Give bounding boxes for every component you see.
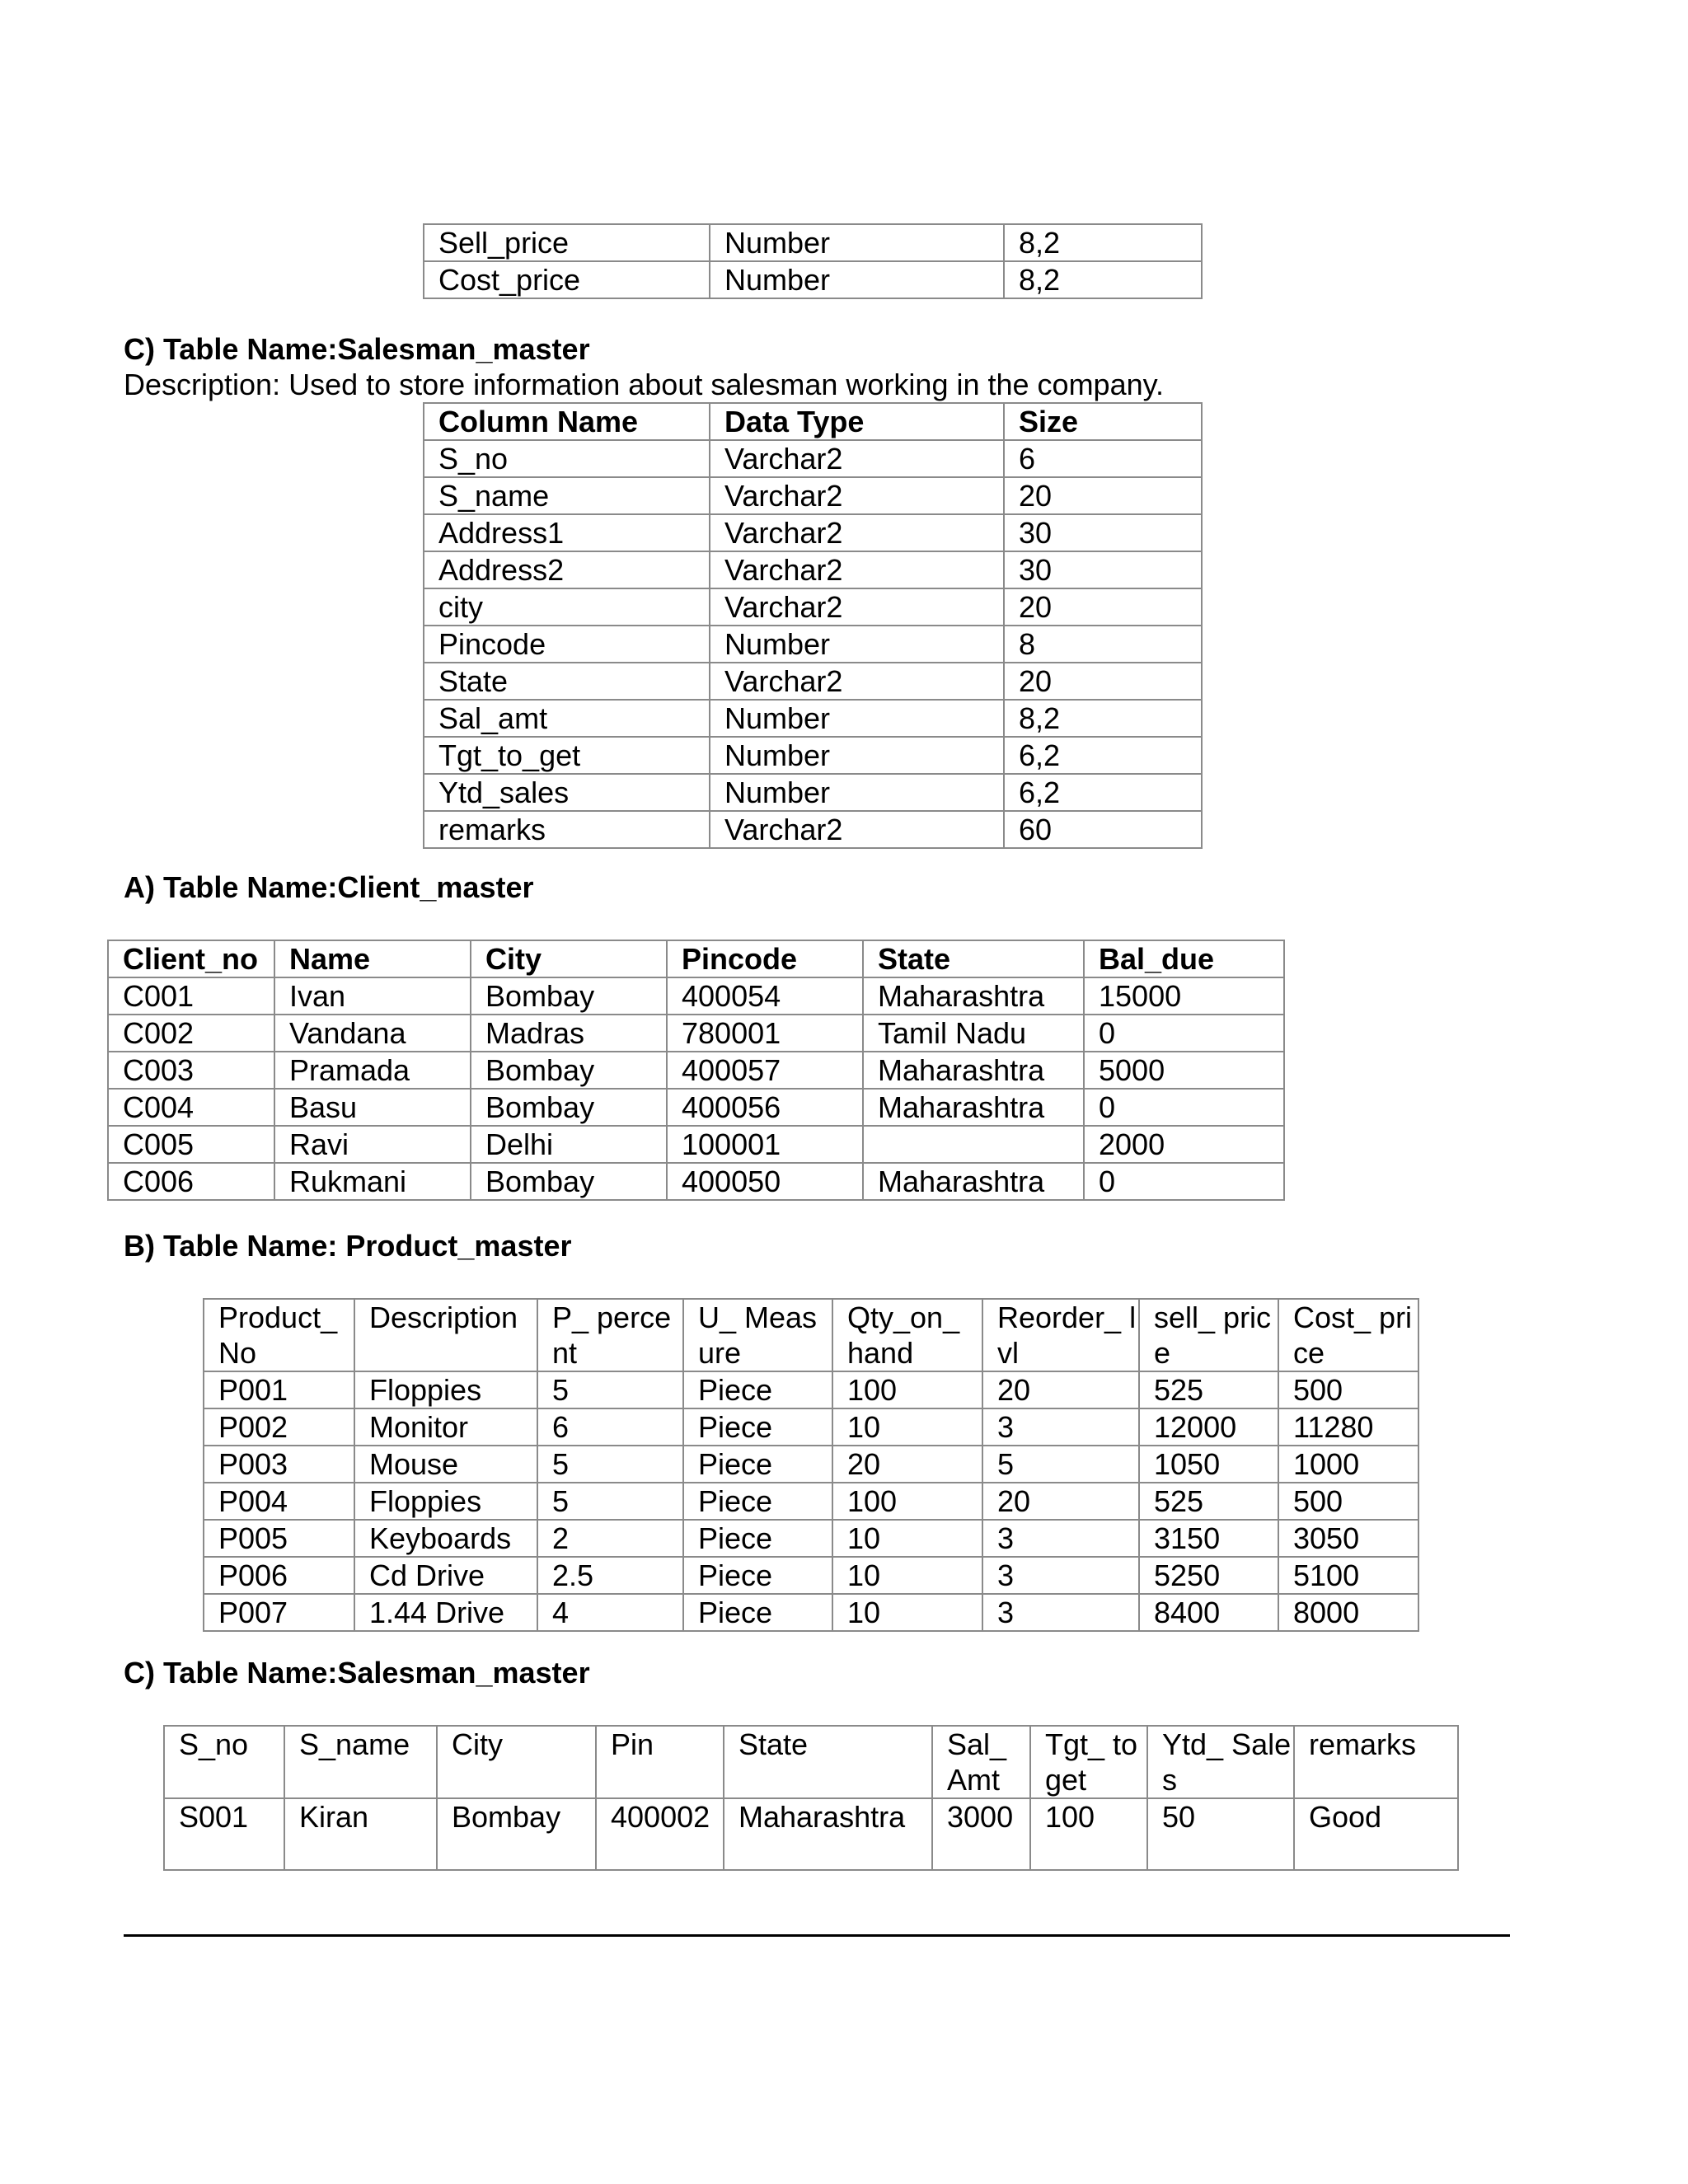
table-cell: 8,2 bbox=[1004, 224, 1202, 261]
table-cell: Varchar2 bbox=[710, 811, 1004, 848]
table-cell: Piece bbox=[683, 1557, 832, 1594]
table-cell: Number bbox=[710, 700, 1004, 737]
table-cell: 6,2 bbox=[1004, 774, 1202, 811]
column-header: Ytd_ Sales bbox=[1147, 1726, 1294, 1798]
column-header: Client_no bbox=[108, 940, 274, 977]
table-cell: 100 bbox=[832, 1483, 982, 1520]
table-cell: 50 bbox=[1147, 1798, 1294, 1870]
table-cell: 8,2 bbox=[1004, 261, 1202, 298]
table-cell: Maharashtra bbox=[863, 977, 1084, 1015]
table-cell: 400054 bbox=[667, 977, 863, 1015]
table-cell: 3000 bbox=[932, 1798, 1030, 1870]
table-cell: 0 bbox=[1084, 1015, 1284, 1052]
table-cell: 3 bbox=[982, 1520, 1139, 1557]
column-header: S_name bbox=[284, 1726, 437, 1798]
table-row bbox=[424, 588, 1202, 626]
table-cell: 400057 bbox=[667, 1052, 863, 1089]
table-cell: Varchar2 bbox=[710, 663, 1004, 700]
table-row bbox=[424, 440, 1202, 477]
table-cell: 6,2 bbox=[1004, 737, 1202, 774]
table-cell: P002 bbox=[204, 1408, 354, 1446]
table-cell: 2.5 bbox=[537, 1557, 683, 1594]
table-cell: 8,2 bbox=[1004, 700, 1202, 737]
table-row bbox=[424, 700, 1202, 737]
table-row bbox=[164, 1798, 1458, 1870]
column-header: Size bbox=[1004, 403, 1202, 440]
column-header: Tgt_ to get bbox=[1030, 1726, 1147, 1798]
table-cell: Maharashtra bbox=[863, 1163, 1084, 1200]
table-cell: 0 bbox=[1084, 1163, 1284, 1200]
table-row bbox=[204, 1371, 1418, 1408]
table-cell: Number bbox=[710, 774, 1004, 811]
salesman-schema-table bbox=[423, 402, 1203, 849]
table-cell: 2000 bbox=[1084, 1126, 1284, 1163]
table-cell: 5100 bbox=[1278, 1557, 1418, 1594]
table-cell: 8400 bbox=[1139, 1594, 1278, 1631]
column-header: City bbox=[471, 940, 667, 977]
column-header: U_ Measure bbox=[683, 1299, 832, 1371]
table-cell: 500 bbox=[1278, 1483, 1418, 1520]
table-cell: 2 bbox=[537, 1520, 683, 1557]
salesman-schema-header bbox=[424, 403, 1202, 440]
table-cell: Pramada bbox=[274, 1052, 471, 1089]
table-cell: 5000 bbox=[1084, 1052, 1284, 1089]
table-cell: 11280 bbox=[1278, 1408, 1418, 1446]
table-cell: Madras bbox=[471, 1015, 667, 1052]
table-cell: 5250 bbox=[1139, 1557, 1278, 1594]
column-header: Name bbox=[274, 940, 471, 977]
table-cell: Tamil Nadu bbox=[863, 1015, 1084, 1052]
table-cell: P005 bbox=[204, 1520, 354, 1557]
table-cell: C001 bbox=[108, 977, 274, 1015]
table-cell: Sal_amt bbox=[424, 700, 710, 737]
table-cell: Varchar2 bbox=[710, 588, 1004, 626]
table-cell: Address1 bbox=[424, 514, 710, 551]
table-cell: 10 bbox=[832, 1408, 982, 1446]
table-cell: Number bbox=[710, 737, 1004, 774]
table-cell: 15000 bbox=[1084, 977, 1284, 1015]
salesman-schema-heading: C) Table Name:Salesman_master bbox=[124, 332, 590, 366]
table-cell: Sell_price bbox=[424, 224, 710, 261]
table-cell: Tgt_to_get bbox=[424, 737, 710, 774]
client-master-body bbox=[108, 977, 1284, 1200]
column-header: Cost_ price bbox=[1278, 1299, 1418, 1371]
table-cell: 20 bbox=[1004, 588, 1202, 626]
client-master-heading: A) Table Name:Client_master bbox=[124, 870, 534, 904]
table-cell bbox=[863, 1126, 1084, 1163]
column-header: Product_ No bbox=[204, 1299, 354, 1371]
table-cell: Floppies bbox=[354, 1371, 537, 1408]
table-cell: Maharashtra bbox=[863, 1089, 1084, 1126]
table-cell: 4 bbox=[537, 1594, 683, 1631]
table-cell: Bombay bbox=[471, 1052, 667, 1089]
table-row bbox=[424, 663, 1202, 700]
table-cell: P007 bbox=[204, 1594, 354, 1631]
table-row bbox=[108, 1089, 1284, 1126]
table-row bbox=[424, 811, 1202, 848]
table-cell: Rukmani bbox=[274, 1163, 471, 1200]
salesman-master-table bbox=[163, 1725, 1459, 1871]
column-header: State bbox=[863, 940, 1084, 977]
table-row bbox=[204, 1446, 1418, 1483]
table-cell: 12000 bbox=[1139, 1408, 1278, 1446]
table-cell: C003 bbox=[108, 1052, 274, 1089]
table-cell: Bombay bbox=[471, 977, 667, 1015]
table-cell: 100 bbox=[832, 1371, 982, 1408]
table-cell: Ravi bbox=[274, 1126, 471, 1163]
table-cell: 20 bbox=[832, 1446, 982, 1483]
table-cell: S_no bbox=[424, 440, 710, 477]
header-row bbox=[204, 1299, 1418, 1371]
header-row bbox=[164, 1726, 1458, 1798]
column-header: City bbox=[437, 1726, 596, 1798]
salesman-schema-description: Description: Used to store information about salesman working in the company. bbox=[124, 368, 1164, 401]
table-cell: State bbox=[424, 663, 710, 700]
salesman-master-body bbox=[164, 1798, 1458, 1870]
table-cell: Keyboards bbox=[354, 1520, 537, 1557]
table-cell: Bombay bbox=[471, 1163, 667, 1200]
table-cell: P006 bbox=[204, 1557, 354, 1594]
salesman-schema-body bbox=[424, 440, 1202, 848]
table-cell: Pincode bbox=[424, 626, 710, 663]
table-cell: city bbox=[424, 588, 710, 626]
table-cell: C002 bbox=[108, 1015, 274, 1052]
client-master-header bbox=[108, 940, 1284, 977]
table-cell: S_name bbox=[424, 477, 710, 514]
table-cell: Cd Drive bbox=[354, 1557, 537, 1594]
table-cell: Ytd_sales bbox=[424, 774, 710, 811]
table-cell: Piece bbox=[683, 1371, 832, 1408]
table-cell: Varchar2 bbox=[710, 551, 1004, 588]
table-cell: remarks bbox=[424, 811, 710, 848]
table-cell: Floppies bbox=[354, 1483, 537, 1520]
table-cell: Monitor bbox=[354, 1408, 537, 1446]
table-cell: 1050 bbox=[1139, 1446, 1278, 1483]
column-header: Sal_ Amt bbox=[932, 1726, 1030, 1798]
table-cell: Varchar2 bbox=[710, 514, 1004, 551]
table-row bbox=[204, 1594, 1418, 1631]
table-cell: C004 bbox=[108, 1089, 274, 1126]
table-cell: Good bbox=[1294, 1798, 1458, 1870]
column-header: remarks bbox=[1294, 1726, 1458, 1798]
table-cell: 525 bbox=[1139, 1371, 1278, 1408]
table-cell: C005 bbox=[108, 1126, 274, 1163]
table-cell: 3 bbox=[982, 1408, 1139, 1446]
table-cell: 525 bbox=[1139, 1483, 1278, 1520]
table-cell: Piece bbox=[683, 1446, 832, 1483]
table-cell: 20 bbox=[982, 1371, 1139, 1408]
table-cell: Vandana bbox=[274, 1015, 471, 1052]
table-cell: Mouse bbox=[354, 1446, 537, 1483]
column-header: Reorder_ lvl bbox=[982, 1299, 1139, 1371]
table-row bbox=[204, 1408, 1418, 1446]
table-cell: Number bbox=[710, 261, 1004, 298]
table-row bbox=[424, 626, 1202, 663]
product-master-table bbox=[203, 1298, 1419, 1632]
table-cell: Kiran bbox=[284, 1798, 437, 1870]
table-cell: 400050 bbox=[667, 1163, 863, 1200]
table-row bbox=[204, 1483, 1418, 1520]
product-master-body bbox=[204, 1371, 1418, 1631]
table-cell: 3 bbox=[982, 1594, 1139, 1631]
salesman-master-heading: C) Table Name:Salesman_master bbox=[124, 1656, 590, 1690]
table-row bbox=[108, 1052, 1284, 1089]
table-cell: S001 bbox=[164, 1798, 284, 1870]
client-master-table bbox=[107, 940, 1285, 1201]
table-cell: Cost_price bbox=[424, 261, 710, 298]
column-header: P_ percent bbox=[537, 1299, 683, 1371]
table-cell: P001 bbox=[204, 1371, 354, 1408]
table-row bbox=[424, 514, 1202, 551]
product-master-heading: B) Table Name: Product_master bbox=[124, 1229, 572, 1263]
table-cell: 60 bbox=[1004, 811, 1202, 848]
column-header: Pincode bbox=[667, 940, 863, 977]
table-row bbox=[424, 261, 1202, 298]
table-cell: Piece bbox=[683, 1408, 832, 1446]
table-row bbox=[424, 737, 1202, 774]
table-row bbox=[204, 1557, 1418, 1594]
table-cell: 3 bbox=[982, 1557, 1139, 1594]
column-header: Column Name bbox=[424, 403, 710, 440]
table-cell: 8 bbox=[1004, 626, 1202, 663]
table-cell: Number bbox=[710, 626, 1004, 663]
table-cell: 100 bbox=[1030, 1798, 1147, 1870]
header-row bbox=[108, 940, 1284, 977]
table-cell: Piece bbox=[683, 1520, 832, 1557]
table-row bbox=[108, 1126, 1284, 1163]
table-cell: 10 bbox=[832, 1520, 982, 1557]
table-cell: 20 bbox=[1004, 477, 1202, 514]
table-cell: 500 bbox=[1278, 1371, 1418, 1408]
table-cell: 1000 bbox=[1278, 1446, 1418, 1483]
table-cell: 10 bbox=[832, 1594, 982, 1631]
column-header: Data Type bbox=[710, 403, 1004, 440]
table-cell: 30 bbox=[1004, 514, 1202, 551]
table-row bbox=[424, 774, 1202, 811]
table-cell: Piece bbox=[683, 1594, 832, 1631]
table-cell: Piece bbox=[683, 1483, 832, 1520]
product-master-header bbox=[204, 1299, 1418, 1371]
table-cell: 20 bbox=[1004, 663, 1202, 700]
table-cell: 0 bbox=[1084, 1089, 1284, 1126]
table-cell: Ivan bbox=[274, 977, 471, 1015]
table-cell: 5 bbox=[537, 1483, 683, 1520]
table-cell: 400002 bbox=[596, 1798, 724, 1870]
table-cell: P004 bbox=[204, 1483, 354, 1520]
table-cell: Maharashtra bbox=[724, 1798, 932, 1870]
table-row bbox=[108, 1163, 1284, 1200]
bottom-rule bbox=[124, 1934, 1510, 1937]
product-schema-fragment-table bbox=[423, 223, 1203, 299]
table-row bbox=[424, 224, 1202, 261]
column-header: S_no bbox=[164, 1726, 284, 1798]
table-row bbox=[108, 1015, 1284, 1052]
table-cell: 5 bbox=[537, 1371, 683, 1408]
table-cell: P003 bbox=[204, 1446, 354, 1483]
column-header: Pin bbox=[596, 1726, 724, 1798]
header-row bbox=[424, 403, 1202, 440]
table-cell: C006 bbox=[108, 1163, 274, 1200]
table-row bbox=[424, 551, 1202, 588]
table-row bbox=[108, 977, 1284, 1015]
table-cell: Address2 bbox=[424, 551, 710, 588]
table-cell: 1.44 Drive bbox=[354, 1594, 537, 1631]
table-cell: 400056 bbox=[667, 1089, 863, 1126]
column-header: State bbox=[724, 1726, 932, 1798]
table-cell: Maharashtra bbox=[863, 1052, 1084, 1089]
column-header: Description bbox=[354, 1299, 537, 1371]
table-cell: Bombay bbox=[471, 1089, 667, 1126]
table-cell: 5 bbox=[537, 1446, 683, 1483]
table-cell: Delhi bbox=[471, 1126, 667, 1163]
table-row bbox=[424, 477, 1202, 514]
salesman-master-header bbox=[164, 1726, 1458, 1798]
table-cell: 100001 bbox=[667, 1126, 863, 1163]
fragment-body bbox=[424, 224, 1202, 298]
table-cell: 10 bbox=[832, 1557, 982, 1594]
table-cell: Number bbox=[710, 224, 1004, 261]
column-header: Bal_due bbox=[1084, 940, 1284, 977]
table-cell: 5 bbox=[982, 1446, 1139, 1483]
table-row bbox=[204, 1520, 1418, 1557]
table-cell: 8000 bbox=[1278, 1594, 1418, 1631]
table-cell: Basu bbox=[274, 1089, 471, 1126]
table-cell: 6 bbox=[537, 1408, 683, 1446]
table-cell: 3150 bbox=[1139, 1520, 1278, 1557]
table-cell: Varchar2 bbox=[710, 440, 1004, 477]
column-header: sell_ price bbox=[1139, 1299, 1278, 1371]
table-cell: 780001 bbox=[667, 1015, 863, 1052]
table-cell: 6 bbox=[1004, 440, 1202, 477]
column-header: Qty_on_ hand bbox=[832, 1299, 982, 1371]
table-cell: Bombay bbox=[437, 1798, 596, 1870]
table-cell: Varchar2 bbox=[710, 477, 1004, 514]
table-cell: 3050 bbox=[1278, 1520, 1418, 1557]
table-cell: 30 bbox=[1004, 551, 1202, 588]
table-cell: 20 bbox=[982, 1483, 1139, 1520]
